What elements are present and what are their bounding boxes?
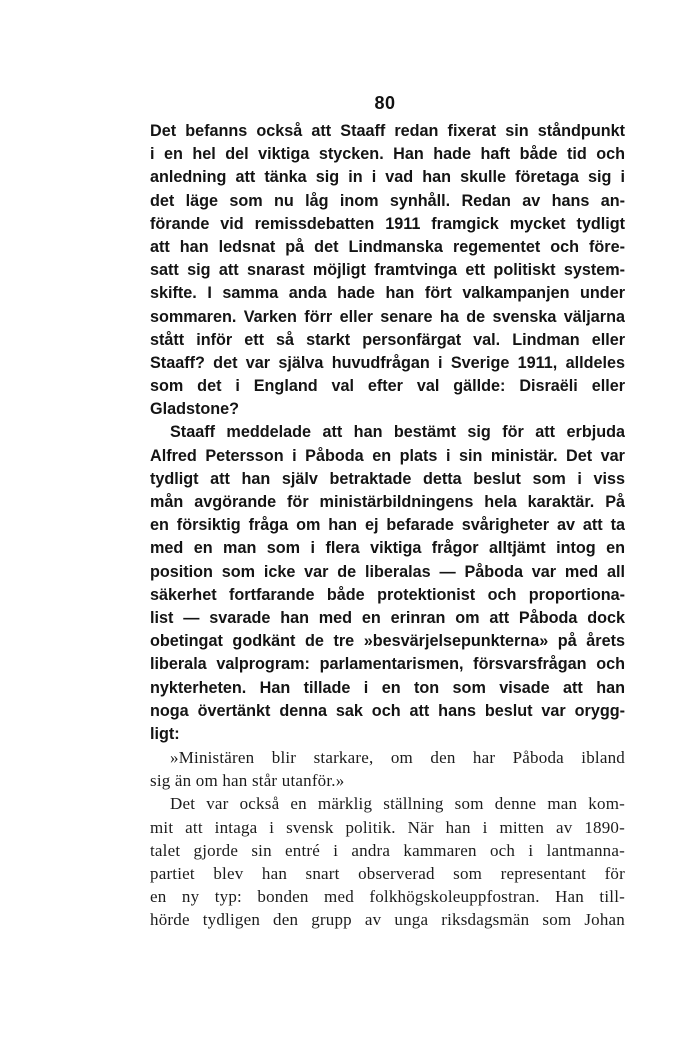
text-line: »Ministären blir starkare, om den har Påboda ibland	[170, 748, 625, 768]
text-line: sommaren. Varken förr eller senare ha de svenska väljarna	[150, 307, 625, 326]
text-line: mån avgörande för ministärbildningens hela karaktär. På	[150, 493, 625, 511]
text-line: anledning att tänka sig in i vad han skulle företaga sig i	[150, 168, 625, 187]
text-line: nykterheten. Han tillade i en ton som visade att han	[150, 678, 625, 697]
text-line: tydligt att han själv betraktade detta beslut som i viss	[150, 469, 625, 488]
text-line: liberala valprogram: parlamentarismen, försvarsfrågan och	[150, 655, 625, 674]
text-line: hörde tydligen den grupp av unga riksdagsmän som Johan	[150, 910, 625, 930]
page-number: 80	[374, 93, 396, 113]
text-line: Det befanns också att Staaff redan fixerat sin ståndpunkt	[150, 122, 625, 140]
text-line: satt sig att snarast möjligt framtvinga ett politiskt system-	[150, 261, 625, 280]
text-line: ligt:	[150, 724, 180, 743]
body-text	[150, 120, 625, 932]
text-line: säkerhet fortfarande både protektionist och proportiona-	[150, 585, 625, 604]
text-line: skifte. I samma anda hade han fört valkampanjen under	[150, 284, 625, 303]
text-line: Det var också en märklig ställning som denne man kom-	[170, 794, 625, 814]
text-line: partiet blev han snart observerad som representant för	[150, 864, 625, 883]
text-line: Gladstone?	[150, 400, 240, 419]
text-line: list — svarade han med en erinran om att Påboda dock	[150, 608, 625, 627]
text-line: en ny typ: bonden med folkhögskoleuppfostran. Han till-	[150, 887, 625, 907]
text-line: obetingat godkänt de tre »besvärjelsepunkterna» på årets	[150, 632, 625, 651]
text-line: stått inför ett så starkt personfärgat val. Lindman eller	[150, 330, 625, 349]
text-line: Alfred Petersson i Påboda en plats i sin ministär. Det var	[150, 446, 625, 465]
text-line: som det i England val efter val gällde: Disraëli eller	[150, 377, 625, 396]
text-line: position som icke var de liberalas — Påboda var med all	[150, 562, 625, 581]
text-line: noga övertänkt denna sak och att hans beslut var orygg-	[150, 701, 625, 720]
text-line: talet gjorde sin entré i andra kammaren och i lantmanna-	[150, 840, 625, 860]
text-line: en försiktig fråga om han ej befarade svårigheter av att ta	[150, 516, 625, 535]
text-line: förande vid remissdebatten 1911 framgick mycket tydligt	[150, 214, 625, 233]
text-line: mit att intaga i svensk politik. När han i mitten av 1890-	[150, 817, 625, 837]
text-line: Staaff? det var själva huvudfrågan i Sverige 1911, alldeles	[150, 353, 625, 372]
text-line: att han ledsnat på det Lindmanska regementet och före-	[150, 237, 625, 256]
text-line: det läge som nu låg inom synhåll. Redan av hans an-	[150, 191, 625, 210]
text-line: Staaff meddelade att han bestämt sig för att erbjuda	[170, 423, 625, 442]
text-line: sig än om han står utanför.»	[150, 771, 345, 791]
text-line: med en man som i flera viktiga frågor alltjämt intog en	[150, 539, 625, 558]
text-line: i en hel del viktiga stycken. Han hade haft både tid och	[150, 145, 625, 164]
